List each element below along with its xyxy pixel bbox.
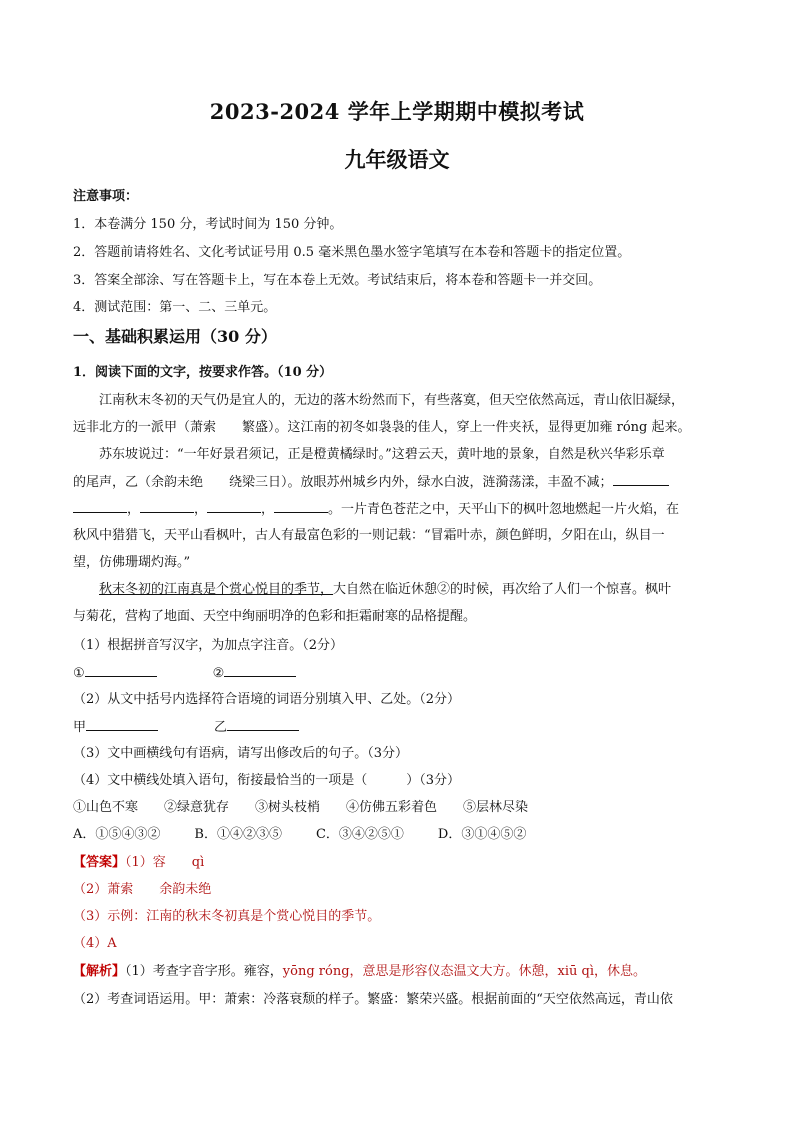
notice-item-2: 2．答题前请将姓名、文化考试证号用 0.5 毫米黑色墨水签字笔填写在本卷和答题卡的指定位置。 bbox=[73, 245, 631, 260]
answer-line-4 bbox=[73, 935, 733, 953]
passage-p2-line4: 秋风中猎猎飞，天平山看枫叶，古人有最富色彩的一则记载：“冒霜叶赤，颜色鲜明，夕阳在山，纵目一 bbox=[73, 528, 665, 543]
choices-row bbox=[73, 826, 733, 844]
blank-label-jia: 甲 bbox=[73, 720, 87, 735]
notice-item-3: 3．答案全部涂、写在答题卡上，写在本卷上无效。考试结束后，将本卷和答题卡一并交回。 bbox=[73, 273, 602, 288]
fill-blank-5 bbox=[274, 500, 328, 513]
answer-3: 示例：江南的秋末冬初真是个赏心悦目的季节。 bbox=[107, 909, 381, 924]
answer-4-prefix: （4） bbox=[73, 936, 108, 951]
answer-1: 容 qì bbox=[152, 855, 205, 870]
analysis-1-red: yōng róng，意思是形容仪态温文大方。休憩，xiū qì，休息。 bbox=[282, 964, 647, 979]
answer-line-2 bbox=[73, 881, 733, 899]
passage-p3-line2: 与菊花，营构了地面、天空中绚丽明净的色彩和拒霜耐寒的品格提醒。 bbox=[73, 609, 477, 624]
notice-heading: 注意事项： bbox=[73, 189, 139, 204]
choice-b: B．①④②③⑤ bbox=[194, 827, 282, 842]
fill-blank-3 bbox=[140, 500, 194, 513]
blank-label-yi: 乙 bbox=[214, 720, 228, 735]
notice-item-4: 4．测试范围：第一、二、三单元。 bbox=[73, 300, 277, 315]
underlined-sentence: 秋末冬初的江南真是个赏心悦目的季节， bbox=[99, 582, 334, 597]
choice-a: A．①⑤④③② bbox=[73, 827, 161, 842]
answer-3-prefix: （3） bbox=[73, 909, 108, 924]
exam-subject: 九年级语文 bbox=[344, 147, 450, 172]
sub-question-4: （4）文中横线处填入语句，衔接最恰当的一项是（ ）（3分） bbox=[73, 773, 461, 788]
answer-blank-jia bbox=[86, 718, 158, 731]
analysis-1-text: （1）考查字音字形。雍容， bbox=[125, 964, 283, 979]
answer-line-1 bbox=[73, 854, 733, 872]
answer-1-prefix: （1） bbox=[125, 855, 153, 870]
answer-blank-yi bbox=[227, 718, 299, 731]
sub-question-1-blanks bbox=[73, 664, 733, 683]
fill-blank-1 bbox=[613, 473, 669, 486]
choice-d: D．③①④⑤② bbox=[437, 827, 527, 842]
section-heading: 一、基础积累运用（30 分） bbox=[73, 327, 277, 346]
answer-blank-1 bbox=[85, 664, 157, 677]
answer-label: 【答案】 bbox=[73, 855, 126, 870]
passage-p2-line2 bbox=[73, 473, 733, 492]
sub-question-3: （3）文中画横线句有语病，请写出修改后的句子。（3分） bbox=[73, 746, 409, 761]
blank-label-2: ② bbox=[212, 666, 225, 681]
passage-p2-line2-text: 的尾声，乙（余韵未绝 绕梁三日）。放眼苏州城乡内外，绿水白波，涟漪荡漾，丰盈不减； bbox=[73, 475, 613, 490]
answer-2: 萧索 余韵未绝 bbox=[107, 882, 212, 897]
blank-label-1: ① bbox=[73, 666, 85, 681]
answer-blank-2 bbox=[224, 664, 296, 677]
analysis-label: 【解析】 bbox=[73, 964, 126, 979]
passage-p2-line1: 苏东坡说过：“一年好景君须记，正是橙黄橘绿时。”这碧云天，黄叶地的景象，自然是秋兴华彩乐章 bbox=[99, 447, 665, 462]
fill-blank-4 bbox=[207, 500, 261, 513]
passage-p2-line5: 望，仿佛珊瑚灼海。” bbox=[73, 555, 191, 570]
analysis-line-1 bbox=[73, 963, 733, 981]
sub-question-1: （1）根据拼音写汉字，为加点字注音。（2分） bbox=[73, 638, 344, 653]
options-row: ①山色不寒 ②绿意犹存 ③树头枝梢 ④仿佛五彩着色 ⑤层林尽染 bbox=[73, 800, 529, 815]
analysis-line-2: （2）考查词语运用。甲：萧索：冷落衰颓的样子。繁盛：繁荣兴盛。根据前面的“天空依然高远，青山依 bbox=[73, 992, 673, 1007]
exam-title: 2023-2024 学年上学期期中模拟考试 bbox=[209, 99, 585, 124]
sub-question-2: （2）从文中括号内选择符合语境的词语分别填入甲、乙处。（2分） bbox=[73, 692, 461, 707]
passage-p1-line2: 远非北方的一派甲（萧索 繁盛）。这江南的初冬如袅袅的佳人，穿上一件夹袄，显得更加雍 róng 起来。 bbox=[73, 420, 691, 435]
answer-line-3 bbox=[73, 908, 733, 926]
question-1-heading: 1．阅读下面的文字，按要求作答。（10 分） bbox=[73, 365, 333, 380]
fill-blank-2 bbox=[73, 500, 127, 513]
passage-p3-line1-rest: 大自然在临近休憩②的时候，再次给了人们一个惊喜。枫叶 bbox=[333, 582, 672, 597]
answer-4: A bbox=[107, 936, 117, 951]
sub-question-2-blanks bbox=[73, 718, 733, 737]
passage-p2-line3-text: 。一片青色苍茫之中，天平山下的枫叶忽地燃起一片火焰，在 bbox=[328, 502, 680, 517]
answer-2-prefix: （2） bbox=[73, 882, 108, 897]
passage-p1-line1: 江南秋末冬初的天气仍是宜人的，无边的落木纷然而下，有些落寞，但天空依然高远，青山依旧凝绿， bbox=[99, 393, 685, 408]
choice-c: C．③④②⑤① bbox=[315, 827, 404, 842]
passage-p2-line3: ， ， ， 。一片青色苍茫之中，天平山下的枫叶忽地燃起一片火焰，在 bbox=[73, 500, 733, 519]
passage-p3-line1 bbox=[99, 581, 733, 599]
notice-item-1: 1．本卷满分 150 分，考试时间为 150 分钟。 bbox=[73, 217, 343, 232]
